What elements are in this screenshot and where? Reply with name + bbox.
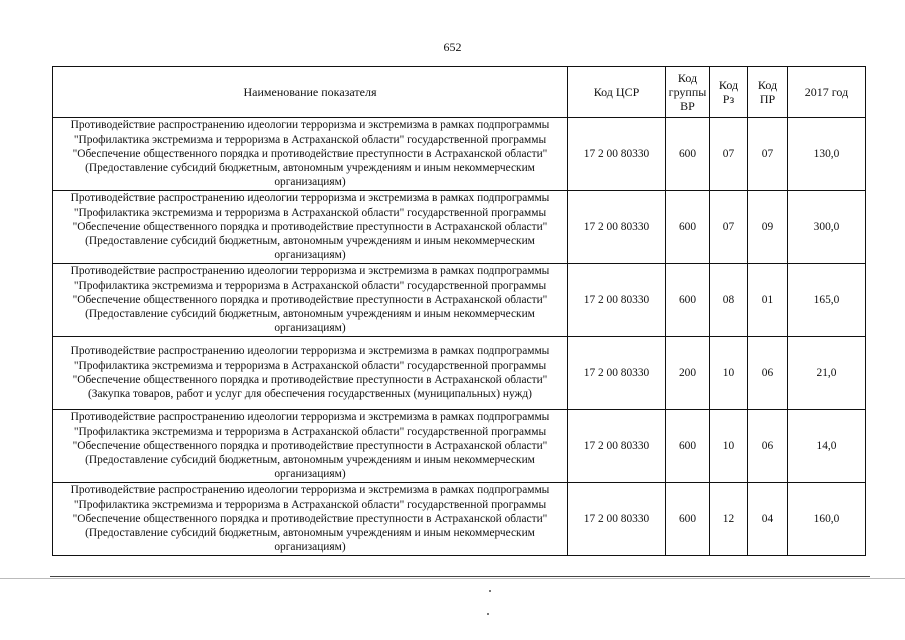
- table-row: [53, 483, 866, 556]
- cell-pr: 06: [748, 337, 788, 410]
- cell-vr: 600: [666, 410, 710, 483]
- table-header-row: [53, 67, 866, 118]
- header-vr-line-1: Код: [677, 71, 698, 85]
- cell-csr: 17 2 00 80330: [568, 410, 666, 483]
- cell-sum: 300,0: [788, 191, 866, 264]
- cell-sum: 130,0: [788, 118, 866, 191]
- cell-sum: 165,0: [788, 264, 866, 337]
- cell-rz: 07: [710, 118, 748, 191]
- header-vr-line-3: ВР: [680, 99, 695, 113]
- cell-rz: 07: [710, 191, 748, 264]
- header-name: Наименование показателя: [53, 67, 568, 118]
- cell-csr: 17 2 00 80330: [568, 191, 666, 264]
- cell-vr: 200: [666, 337, 710, 410]
- cell-name: Противодействие распространению идеологии терроризма и экстремизма в рамках подпрограммы "Профилактика экстремизма и терроризма в Астраханской области" государственной программы "Обеспечение общественного порядка и противодействие преступности в Астраханской области" (Предоставление субсидий бюджетным, автономным учреждениям и иным некоммерческим организациям): [53, 483, 568, 556]
- cell-rz: 10: [710, 337, 748, 410]
- cell-name: Противодействие распространению идеологии терроризма и экстремизма в рамках подпрограммы "Профилактика экстремизма и терроризма в Астраханской области" государственной программы "Обеспечение общественного порядка и противодействие преступности в Астраханской области" (Предоставление субсидий бюджетным, автономным учреждениям и иным некоммерческим организациям): [53, 191, 568, 264]
- header-year: 2017 год: [788, 67, 866, 118]
- header-rz-line-1: Код: [718, 78, 739, 92]
- cell-rz: 10: [710, 410, 748, 483]
- header-pr: [748, 67, 788, 118]
- cell-csr: 17 2 00 80330: [568, 264, 666, 337]
- table-row: [53, 410, 866, 483]
- header-rz: [710, 67, 748, 118]
- header-pr-line-2: ПР: [759, 92, 776, 106]
- header-vr-line-2: группы: [668, 85, 707, 99]
- cell-sum: 21,0: [788, 337, 866, 410]
- budget-table: [52, 66, 866, 556]
- header-pr-line-1: Код: [757, 78, 778, 92]
- table-row: [53, 264, 866, 337]
- header-vr: [666, 67, 710, 118]
- table-row: [53, 191, 866, 264]
- cell-csr: 17 2 00 80330: [568, 483, 666, 556]
- header-rz-line-2: Рз: [722, 92, 735, 106]
- cell-sum: 14,0: [788, 410, 866, 483]
- cell-name: Противодействие распространению идеологии терроризма и экстремизма в рамках подпрограммы "Профилактика экстремизма и терроризма в Астраханской области" государственной программы "Обеспечение общественного порядка и противодействие преступности в Астраханской области" (Закупка товаров, работ и услуг для обеспечения государственных (муниципальных) нужд): [53, 337, 568, 410]
- cell-csr: 17 2 00 80330: [568, 118, 666, 191]
- cell-pr: 09: [748, 191, 788, 264]
- page-bottom-rule: [50, 576, 870, 577]
- cell-csr: 17 2 00 80330: [568, 337, 666, 410]
- cell-rz: 12: [710, 483, 748, 556]
- scan-speck: [487, 613, 489, 615]
- table-row: [53, 118, 866, 191]
- cell-sum: 160,0: [788, 483, 866, 556]
- cell-vr: 600: [666, 483, 710, 556]
- cell-pr: 07: [748, 118, 788, 191]
- cell-pr: 01: [748, 264, 788, 337]
- cell-name: Противодействие распространению идеологии терроризма и экстремизма в рамках подпрограммы "Профилактика экстремизма и терроризма в Астраханской области" государственной программы "Обеспечение общественного порядка и противодействие преступности в Астраханской области" (Предоставление субсидий бюджетным, автономным учреждениям и иным некоммерческим организациям): [53, 410, 568, 483]
- cell-pr: 04: [748, 483, 788, 556]
- header-csr: Код ЦСР: [568, 67, 666, 118]
- cell-vr: 600: [666, 118, 710, 191]
- scan-speck: [489, 590, 491, 592]
- cell-name: Противодействие распространению идеологии терроризма и экстремизма в рамках подпрограммы "Профилактика экстремизма и терроризма в Астраханской области" государственной программы "Обеспечение общественного порядка и противодействие преступности в Астраханской области" (Предоставление субсидий бюджетным, автономным учреждениям и иным некоммерческим организациям): [53, 118, 568, 191]
- cell-vr: 600: [666, 191, 710, 264]
- cell-pr: 06: [748, 410, 788, 483]
- cell-name: Противодействие распространению идеологии терроризма и экстремизма в рамках подпрограммы "Профилактика экстремизма и терроризма в Астраханской области" государственной программы "Обеспечение общественного порядка и противодействие преступности в Астраханской области" (Предоставление субсидий бюджетным, автономным учреждениям и иным некоммерческим организациям): [53, 264, 568, 337]
- cell-rz: 08: [710, 264, 748, 337]
- cell-vr: 600: [666, 264, 710, 337]
- scan-edge-line: [0, 578, 905, 579]
- table-row: [53, 337, 866, 410]
- page-number: 652: [443, 40, 462, 54]
